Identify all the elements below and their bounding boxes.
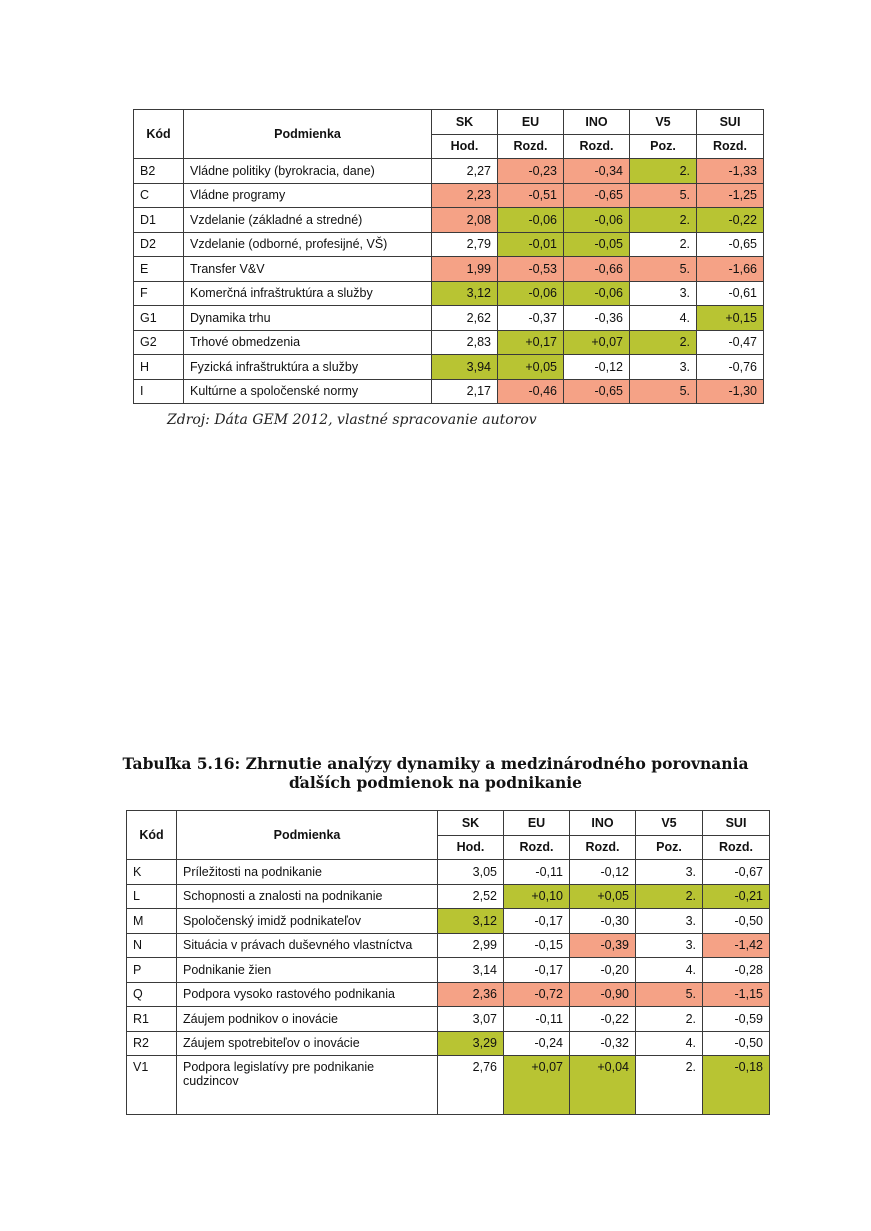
- cell-eu: -0,06: [498, 281, 564, 306]
- cell-v5: 2.: [630, 232, 697, 257]
- cell-podmienka: Vzdelanie (odborné, profesijné, VŠ): [184, 232, 432, 257]
- cell-sk: 2,36: [438, 982, 504, 1007]
- cell-eu: -0,11: [504, 1007, 570, 1032]
- cell-v5: 3.: [636, 860, 703, 885]
- cell-ino: -0,66: [564, 257, 630, 282]
- cell-podmienka: Komerčná infraštruktúra a služby: [184, 281, 432, 306]
- cell-sui: -0,65: [697, 232, 764, 257]
- cell-podmienka: Spoločenský imidž podnikateľov: [177, 909, 438, 934]
- cell-sui: -0,50: [703, 1031, 770, 1056]
- cell-podmienka: Trhové obmedzenia: [184, 330, 432, 355]
- cell-sk: 3,07: [438, 1007, 504, 1032]
- cell-eu: -0,17: [504, 909, 570, 934]
- cell-sui: -0,76: [697, 355, 764, 380]
- cell-eu: -0,23: [498, 159, 564, 184]
- cell-eu: -0,24: [504, 1031, 570, 1056]
- cell-ino: -0,34: [564, 159, 630, 184]
- cell-v5: 2.: [636, 884, 703, 909]
- cell-sk: 2,76: [438, 1056, 504, 1115]
- cell-v5: 3.: [630, 355, 697, 380]
- cell-v5: 4.: [636, 1031, 703, 1056]
- table-row: [134, 355, 764, 380]
- cell-ino: -0,90: [570, 982, 636, 1007]
- cell-sui: -0,18: [703, 1056, 770, 1115]
- cell-sk: 3,05: [438, 860, 504, 885]
- table-row: [127, 1056, 770, 1115]
- cell-sui: -0,28: [703, 958, 770, 983]
- cell-ino: -0,30: [570, 909, 636, 934]
- cell-kod: R1: [127, 1007, 177, 1032]
- cell-kod: V1: [127, 1056, 177, 1115]
- cell-podmienka: Transfer V&V: [184, 257, 432, 282]
- cell-podmienka: Schopnosti a znalosti na podnikanie: [177, 884, 438, 909]
- table-row: [134, 159, 764, 184]
- subheader-rozd: Rozd.: [504, 835, 570, 860]
- cell-sk: 2,17: [432, 379, 498, 404]
- cell-kod: H: [134, 355, 184, 380]
- table-row: [134, 379, 764, 404]
- cell-sui: +0,15: [697, 306, 764, 331]
- cell-sk: 3,14: [438, 958, 504, 983]
- header-podmienka: Podmienka: [177, 811, 438, 860]
- cell-sui: -1,30: [697, 379, 764, 404]
- cell-sui: -0,21: [703, 884, 770, 909]
- table-row: [127, 958, 770, 983]
- header-eu: EU: [504, 811, 570, 836]
- cell-podmienka: Vzdelanie (základné a stredné): [184, 208, 432, 233]
- cell-eu: -0,01: [498, 232, 564, 257]
- cell-sui: -0,61: [697, 281, 764, 306]
- cell-podmienka: Záujem podnikov o inovácie: [177, 1007, 438, 1032]
- cell-eu: +0,17: [498, 330, 564, 355]
- cell-podmienka: Podpora vysoko rastového podnikania: [177, 982, 438, 1007]
- cell-sk: 2,52: [438, 884, 504, 909]
- cell-sui: -1,42: [703, 933, 770, 958]
- cell-ino: -0,32: [570, 1031, 636, 1056]
- table-row: [127, 982, 770, 1007]
- cell-sk: 3,12: [432, 281, 498, 306]
- table-row: [134, 208, 764, 233]
- cell-sk: 2,79: [432, 232, 498, 257]
- cell-podmienka: Fyzická infraštruktúra a služby: [184, 355, 432, 380]
- cell-eu: -0,51: [498, 183, 564, 208]
- cell-ino: -0,36: [564, 306, 630, 331]
- cell-sui: -1,66: [697, 257, 764, 282]
- header-eu: EU: [498, 110, 564, 135]
- table-row: [134, 257, 764, 282]
- cell-sk: 2,08: [432, 208, 498, 233]
- cell-sk: 2,62: [432, 306, 498, 331]
- cell-kod: Q: [127, 982, 177, 1007]
- subheader-hod: Hod.: [438, 835, 504, 860]
- cell-kod: L: [127, 884, 177, 909]
- table-row: [134, 183, 764, 208]
- cell-kod: K: [127, 860, 177, 885]
- cell-sui: -0,50: [703, 909, 770, 934]
- cell-podmienka: Záujem spotrebiteľov o inovácie: [177, 1031, 438, 1056]
- header-podmienka: Podmienka: [184, 110, 432, 159]
- cell-ino: -0,20: [570, 958, 636, 983]
- cell-kod: G2: [134, 330, 184, 355]
- cell-kod: F: [134, 281, 184, 306]
- cell-v5: 2.: [630, 159, 697, 184]
- cell-ino: -0,05: [564, 232, 630, 257]
- cell-kod: E: [134, 257, 184, 282]
- cell-ino: -0,06: [564, 281, 630, 306]
- table-row: [127, 1007, 770, 1032]
- cell-sk: 2,27: [432, 159, 498, 184]
- cell-eu: -0,46: [498, 379, 564, 404]
- subheader-poz: Poz.: [636, 835, 703, 860]
- cell-v5: 3.: [636, 933, 703, 958]
- cell-podmienka: Dynamika trhu: [184, 306, 432, 331]
- cell-ino: -0,39: [570, 933, 636, 958]
- cell-sk: 3,29: [438, 1031, 504, 1056]
- cell-podmienka: Príležitosti na podnikanie: [177, 860, 438, 885]
- cell-kod: G1: [134, 306, 184, 331]
- cell-ino: -0,65: [564, 183, 630, 208]
- cell-sui: -0,47: [697, 330, 764, 355]
- cell-ino: -0,12: [564, 355, 630, 380]
- header-sk: SK: [432, 110, 498, 135]
- cell-sui: -0,59: [703, 1007, 770, 1032]
- cell-v5: 2.: [636, 1007, 703, 1032]
- header-sui: SUI: [697, 110, 764, 135]
- caption-line-1: Tabuľka 5.16: Zhrnutie analýzy dynamiky a medzinárodného porovnania: [122, 754, 749, 773]
- cell-v5: 4.: [630, 306, 697, 331]
- cell-podmienka: Situácia v právach duševného vlastníctva: [177, 933, 438, 958]
- cell-ino: -0,65: [564, 379, 630, 404]
- cell-kod: C: [134, 183, 184, 208]
- header-ino: INO: [564, 110, 630, 135]
- cell-ino: -0,06: [564, 208, 630, 233]
- cell-kod: D2: [134, 232, 184, 257]
- subheader-rozd: Rozd.: [703, 835, 770, 860]
- table-row: [127, 1031, 770, 1056]
- cell-sui: -0,22: [697, 208, 764, 233]
- cell-v5: 2.: [630, 208, 697, 233]
- cell-sk: 2,83: [432, 330, 498, 355]
- cell-kod: N: [127, 933, 177, 958]
- header-v5: V5: [630, 110, 697, 135]
- table-caption: [0, 754, 871, 792]
- table-body: [127, 860, 770, 1115]
- subheader-poz: Poz.: [630, 134, 697, 159]
- cell-v5: 5.: [630, 257, 697, 282]
- cell-eu: +0,10: [504, 884, 570, 909]
- cell-v5: 3.: [630, 281, 697, 306]
- header-ino: INO: [570, 811, 636, 836]
- cell-podmienka: Podnikanie žien: [177, 958, 438, 983]
- header-v5: V5: [636, 811, 703, 836]
- caption-line-2: ďalších podmienok na podnikanie: [288, 773, 583, 792]
- cell-eu: +0,05: [498, 355, 564, 380]
- cell-eu: -0,15: [504, 933, 570, 958]
- table-row: [127, 933, 770, 958]
- cell-sui: -1,33: [697, 159, 764, 184]
- header-sui: SUI: [703, 811, 770, 836]
- subheader-rozd: Rozd.: [570, 835, 636, 860]
- cell-podmienka: Vládne politiky (byrokracia, dane): [184, 159, 432, 184]
- cell-kod: R2: [127, 1031, 177, 1056]
- cell-sk: 2,23: [432, 183, 498, 208]
- cell-v5: 2.: [630, 330, 697, 355]
- header-kod: Kód: [127, 811, 177, 860]
- cell-ino: +0,05: [570, 884, 636, 909]
- cell-podmienka: Kultúrne a spoločenské normy: [184, 379, 432, 404]
- cell-eu: -0,06: [498, 208, 564, 233]
- header-kod: Kód: [134, 110, 184, 159]
- cell-v5: 5.: [636, 982, 703, 1007]
- subheader-rozd: Rozd.: [498, 134, 564, 159]
- table-row: [127, 860, 770, 885]
- cell-eu: +0,07: [504, 1056, 570, 1115]
- cell-sui: -0,67: [703, 860, 770, 885]
- table-row: [134, 306, 764, 331]
- cell-eu: -0,53: [498, 257, 564, 282]
- cell-kod: P: [127, 958, 177, 983]
- cell-eu: -0,11: [504, 860, 570, 885]
- subheader-rozd: Rozd.: [697, 134, 764, 159]
- cell-v5: 4.: [636, 958, 703, 983]
- cell-sk: 3,12: [438, 909, 504, 934]
- cell-sui: -1,25: [697, 183, 764, 208]
- header-sk: SK: [438, 811, 504, 836]
- table-row: [134, 281, 764, 306]
- cell-sk: 1,99: [432, 257, 498, 282]
- cell-kod: D1: [134, 208, 184, 233]
- cell-sk: 3,94: [432, 355, 498, 380]
- cell-eu: -0,37: [498, 306, 564, 331]
- cell-ino: +0,04: [570, 1056, 636, 1115]
- cell-ino: +0,07: [564, 330, 630, 355]
- cell-ino: -0,22: [570, 1007, 636, 1032]
- source-note: Zdroj: Dáta GEM 2012, vlastné spracovanie autorov: [167, 412, 537, 428]
- cell-sk: 2,99: [438, 933, 504, 958]
- subheader-rozd: Rozd.: [564, 134, 630, 159]
- cell-podmienka: Vládne programy: [184, 183, 432, 208]
- cell-ino: -0,12: [570, 860, 636, 885]
- table-row: [134, 232, 764, 257]
- cell-sui: -1,15: [703, 982, 770, 1007]
- table-conditions-1: [133, 109, 764, 404]
- cell-v5: 3.: [636, 909, 703, 934]
- subheader-hod: Hod.: [432, 134, 498, 159]
- cell-v5: 2.: [636, 1056, 703, 1115]
- cell-eu: -0,17: [504, 958, 570, 983]
- cell-kod: I: [134, 379, 184, 404]
- table-conditions-2: [126, 810, 770, 1115]
- table-row: [134, 330, 764, 355]
- table-row: [127, 909, 770, 934]
- table-row: [127, 884, 770, 909]
- cell-v5: 5.: [630, 379, 697, 404]
- cell-kod: M: [127, 909, 177, 934]
- cell-kod: B2: [134, 159, 184, 184]
- table-body: [134, 159, 764, 404]
- cell-podmienka: Podpora legislatívy pre podnikanie cudzincov: [177, 1056, 438, 1115]
- cell-v5: 5.: [630, 183, 697, 208]
- cell-eu: -0,72: [504, 982, 570, 1007]
